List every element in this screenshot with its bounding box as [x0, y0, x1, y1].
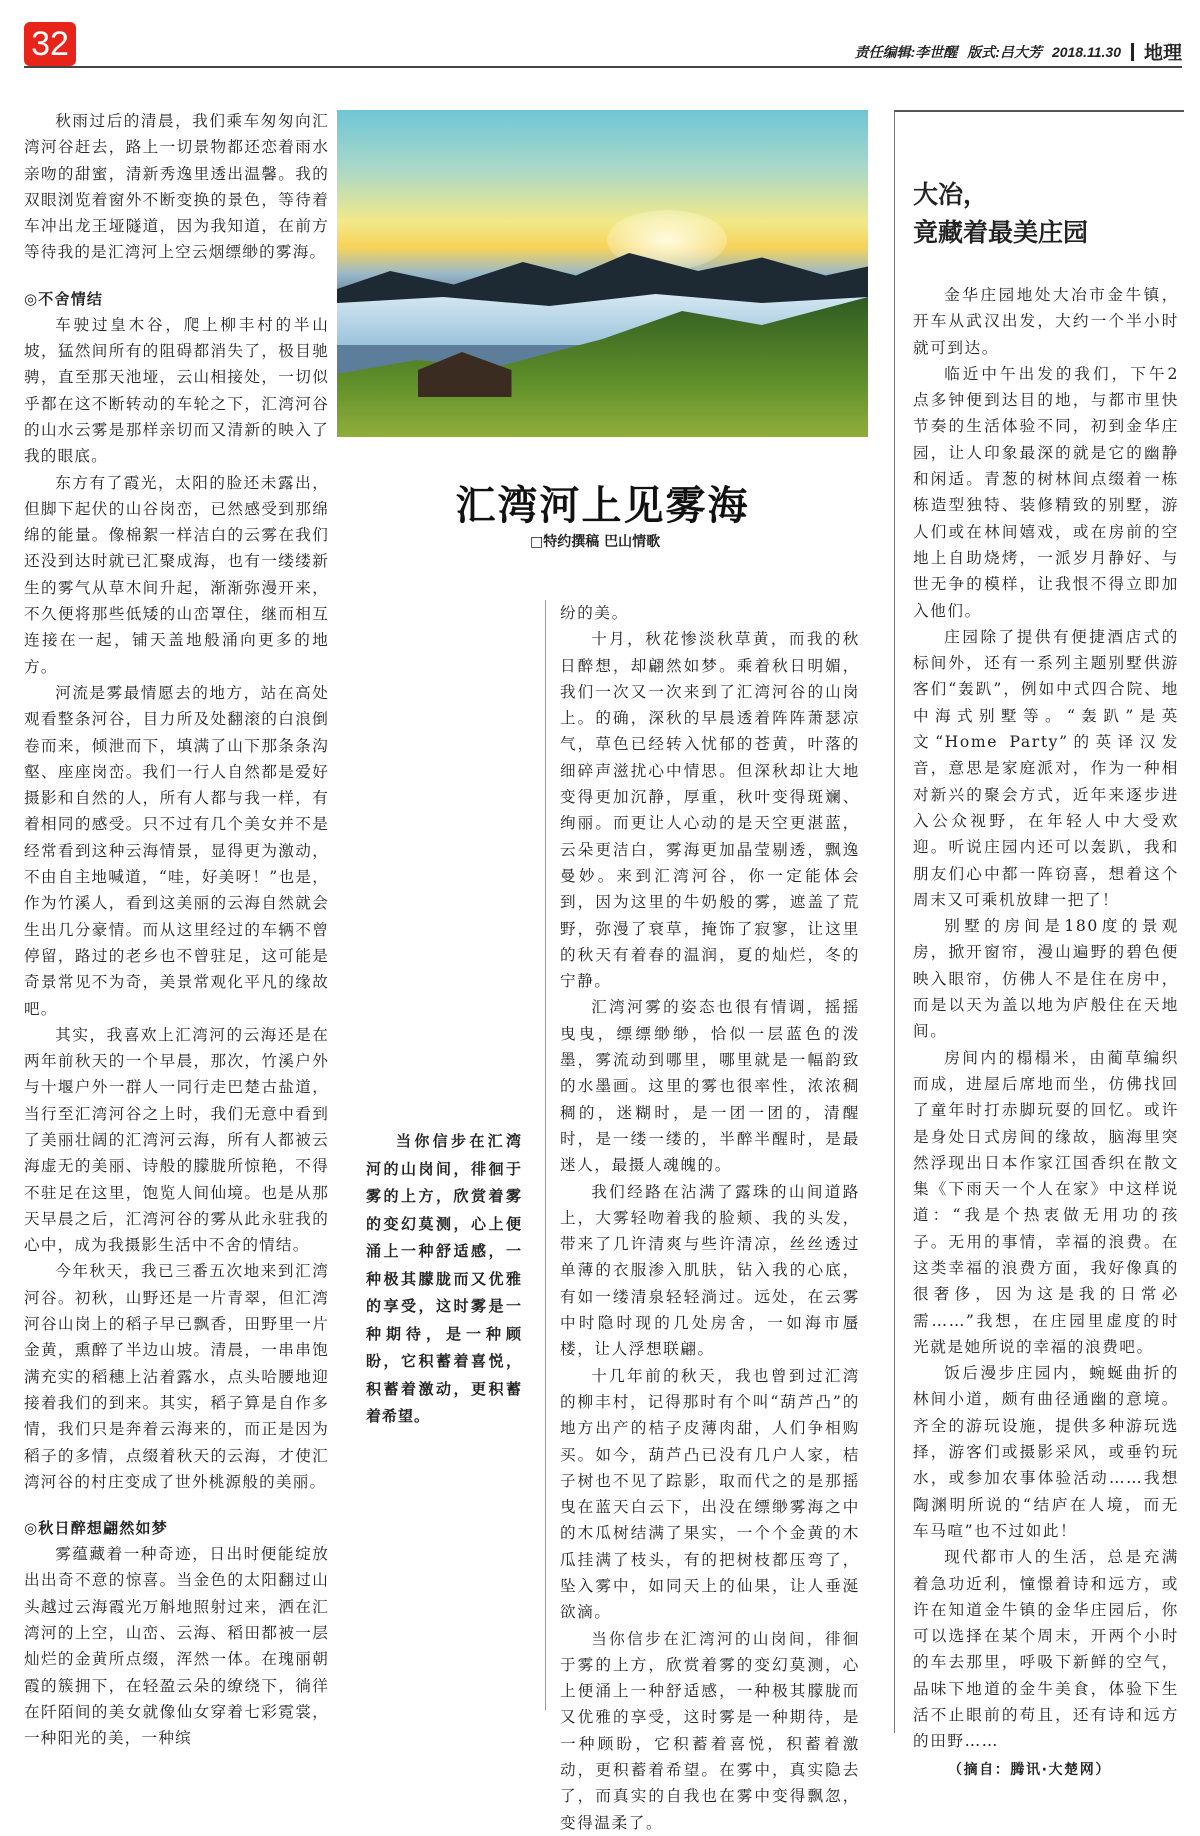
paragraph: 其实，我喜欢上汇湾河的云海还是在两年前秋天的一个早晨，那次，竹溪户外与十堰户外一群人一同行走巴楚古盐道，当行至汇湾河谷之上时，我们无意中看到了美丽壮阔的汇湾河云海，所有人都被云海虚无的美丽、诗般的朦胧所惊艳，不得不驻足在这里，饱览人间仙境。也是从那天早晨之后，汇湾河谷的雾从此永驻我的心中，成为我摄影生活中不舍的情结。	[24, 1025, 329, 1255]
paragraph: 房间内的榻榻米，由蔺草编织而成，进屋后席地而坐，仿佛找回了童年时打赤脚玩耍的回忆。或许是身处日式房间的缘故，脑海里突然浮现出日本作家江国香织在散文集《下雨天一个人在家》中这样说道：“我是个热衷做无用功的孩子。无用的事情，幸福的浪费。在这类幸福的浪费方面，我好像真的很奢侈，因为这是我的日常必需……”我想，在庄园里虚度的时光就是她所说的幸福的浪费吧。	[913, 1048, 1179, 1356]
article-byline: □特约撰稿 巴山情歌	[530, 534, 661, 550]
photo-house	[407, 352, 517, 397]
issue-date: 2018.11.30	[1051, 43, 1121, 60]
pull-quote: 当你信步在汇湾河的山岗间，徘徊于雾的上方，欣赏着雾的变幻莫测，心上便涌上一种舒适感，一种极其朦胧而又优雅的享受，这时雾是一种期待，是一种顾盼，它积蓄着喜悦，积蓄着激动，更积蓄着希望。	[366, 1132, 522, 1425]
sidebar-title-line1: 大冶，	[913, 180, 989, 209]
sea-of-clouds-photo	[337, 110, 868, 437]
section-name: 地理	[1143, 43, 1182, 64]
paragraph: 当你信步在汇湾河的山岗间，徘徊于雾的上方，欣赏着雾的变幻莫测，心上便涌上一种舒适感，一种极其朦胧而又优雅的享受，这时雾是一种期待，是一种顾盼，它积蓄着喜悦，积蓄着激动，更积蓄着希望。在雾中，真实隐去了，而真实的自我也在雾中变得飘忽，变得温柔了。	[560, 1629, 860, 1832]
sidebar-title	[913, 176, 1184, 252]
header-divider	[1131, 43, 1134, 61]
page-number-badge: 32	[24, 22, 76, 66]
paragraph: 雾蕴藏着一种奇迹，日出时便能绽放出出奇不意的惊喜。当金色的太阳翻过山头越过云海霞光万斛地照射过来，洒在汇湾河的上空，山峦、云海、稻田都被一层灿烂的金黄所点缀，浑然一体。在瑰丽朝霞的簇拥下，在轻盈云朵的缭绕下，徜徉在阡陌间的美女就像仙女穿着七彩霓裳，一种阳光的美，一种缤	[24, 1545, 329, 1748]
paragraph: 车驶过皇木谷，爬上柳丰村的半山坡，猛然间所有的阻碍都消失了，极目驰骋，直至那天池垭，云山相接处，一切似乎都在这不断转动的车轮之下，汇湾河谷的山水云雾是那样亲切而又清新的映入了我的眼底。	[24, 315, 329, 466]
paragraph: 秋雨过后的清晨，我们乘车匆匆向汇湾河谷赶去，路上一切景物都还恋着雨水亲吻的甜蜜，清新秀逸里透出温馨。我的双眼浏览着窗外不断变换的景色，等待着车冲出龙王垭隧道，因为我知道，在前方等待我的是汇湾河上空云烟缥缈的雾海。	[24, 112, 329, 262]
section-heading: ◎秋日醉想翩然如梦	[24, 1519, 168, 1538]
page-header-meta	[855, 38, 1182, 65]
paragraph: 饭后漫步庄园内，蜿蜒曲折的林间小道，颇有曲径通幽的意境。齐全的游玩设施，提供多种游玩选择，游客们或摄影采风，或垂钓玩水，或参加农事体验活动……我想陶渊明所说的“结庐在人境，而无车马喧”也不过如此！	[913, 1364, 1179, 1540]
paragraph: 十月，秋花惨淡秋草黄，而我的秋日醉想，却翩然如梦。乘着秋日明媚，我们一次又一次来到了汇湾河谷的山岗上。的确，深秋的早晨透着阵阵萧瑟凉气，草色已经转入忧郁的苍黄，叶落的细碎声滋扰心中情思。但深秋却让大地变得更加沉静，厚重，秋叶变得斑斓、绚丽。而更让人心动的是天空更湛蓝，云朵更洁白，雾海更加晶莹剔透，飘逸曼妙。来到汇湾河谷，你一定能体会到，因为这里的牛奶般的雾，遮盖了荒野，弥漫了衰草，掩饰了寂寥，让这里的秋天有着春的温润，夏的灿烂，冬的宁静。	[560, 630, 860, 991]
paragraph: 别墅的房间是180度的景观房，掀开窗帘，漫山遍野的碧色便映入眼帘，仿佛人不是住在房中，而是以天为盖以地为庐般住在天地间。	[913, 917, 1179, 1041]
paragraph: 今年秋天，我已三番五次地来到汇湾河谷。初秋，山野还是一片青翠，但汇湾河谷山岗上的稻子早已飘香，田野里一片金黄，熏醉了半边山坡。清晨，一串串饱满充实的稻穗上沾着露水，点头哈腰地迎接着我们的到来。其实，稻子算是自作多情，我们只是奔着云海来的，而正是因为稻子的多情，点缀着秋天的云海，才使汇湾河谷的村庄变成了世外桃源般的美丽。	[24, 1262, 329, 1491]
paragraph: 现代都市人的生活，总是充满着急功近利，憧憬着诗和远方，或许在知道金牛镇的金华庄园后，你可以选择在某个周末，开两个小时的车去那里，呼吸下新鲜的空气，品味下地道的金牛美食，体验下生活不止眼前的苟且，还有诗和远方的田野……	[913, 1548, 1179, 1751]
article-title: 汇湾河上见雾海	[455, 482, 750, 529]
paragraph: 河流是雾最情愿去的地方，站在高处观看整条河谷，目力所及处翻滚的白浪倒卷而来，倾泄而下，填满了山下那条条沟壑、座座岗峦。我们一行人自然都是爱好摄影和自然的人，所有人都与我一样，有着相同的感受。只不过有几个美女并不是经常看到这种云海情景，显得更为激动，不由自主地喊道，“哇，好美呀！”也是，作为竹溪人，看到这美丽的云海自然就会生出几分豪情。而从这里经过的车辆不曾停留，路过的老乡也不曾驻足，这可能是奇景常见不为奇，美景常观化平凡的缘故吧。	[24, 683, 329, 1018]
paragraph-continuation: 纷的美。	[560, 604, 629, 622]
paragraph: 金华庄园地处大冶市金牛镇，开车从武汉出发，大约一个半小时就可到达。	[913, 286, 1179, 357]
paragraph: 十几年前的秋天，我也曾到过汇湾的柳丰村，记得那时有个叫“葫芦凸”的地方出产的桔子皮薄肉甜，人们争相购买。如今，葫芦凸已没有几户人家，桔子树也不见了踪影，取而代之的是那摇曳在蓝天白云下，出没在缥缈雾海之中的木瓜树结满了果实，一个个金黄的木瓜挂满了枝头，有的把树枝都压弯了，坠入雾中，如同天上的仙果，让人垂涎欲滴。	[560, 1366, 860, 1622]
sidebar-source: （摘自：腾讯·大楚网）	[948, 1761, 1111, 1778]
layout-credit: 版式:吕大芳	[967, 43, 1042, 60]
article-center-column	[560, 600, 860, 1836]
header-rule	[24, 66, 1182, 68]
sidebar-article	[894, 110, 1184, 1778]
paragraph: 我们经路在沾满了露珠的山间道路上，大雾轻吻着我的脸颊、我的头发，带来了几许清爽与些许清凉，丝丝透过单薄的衣服渗入肌肤，钻入我的心底，有如一缕清泉轻轻淌过。远处，在云雾中时隐时现的几处房舍，一如海市蜃楼，让人浮想联翩。	[560, 1182, 860, 1359]
editor-credit: 责任编辑:李世醒	[854, 43, 958, 60]
sidebar-body	[913, 282, 1179, 1779]
section-heading: ◎不舍情结	[24, 289, 104, 308]
paragraph: 汇湾河雾的姿态也很有情调，摇摇曳曳，缥缥缈缈，恰似一层蓝色的泼墨，雾流动到哪里，哪里就是一幅韵致的水墨画。这里的雾也很率性，浓浓稠稠的，迷糊时，是一团一团的，清醒时，是一缕一缕的，半醉半醒时，是最迷人，最摄人魂魄的。	[560, 998, 860, 1175]
column-divider	[545, 600, 546, 1710]
paragraph: 临近中午出发的我们，下午2点多钟便到达目的地，与都市里快节奏的生活体验不同，初到金华庄园，让人印象最深的就是它的幽静和闲适。青葱的树林间点缀着一栋栋造型独特、装修精致的别墅，游人们或在林间嬉戏，或在房前的空地上自助烧烤，一派岁月静好、与世无争的模样，让我恨不得立即加入他们。	[913, 364, 1179, 620]
paragraph: 东方有了霞光，太阳的脸还未露出，但脚下起伏的山谷岗峦，已然感受到那绵绵的能量。像棉絮一样洁白的云雾在我们还没到达时就已汇聚成海，也有一缕缕新生的雾气从草木间升起，渐渐弥漫开来，不久便将那些低矮的山峦罩住，继而相互连接在一起，铺天盖地般涌向更多的地方。	[24, 473, 329, 676]
article-left-column	[24, 108, 329, 1752]
sidebar-title-line2: 竟藏着最美庄园	[913, 218, 1089, 247]
paragraph: 庄园除了提供有便捷酒店式的标间外，还有一系列主题别墅供游客们“轰趴”，例如中式四合院、地中海式别墅等。“轰趴”是英文“Home Party”的英译汉发音，意思是家庭派对，作为一种相对新兴的聚会方式，近年来逐步进入公众视野，在年轻人中大受欢迎。听说庄园内还可以轰趴，我和朋友们心中都一阵窃喜，想着这个周末又可乘机放肆一把了！	[913, 627, 1179, 909]
